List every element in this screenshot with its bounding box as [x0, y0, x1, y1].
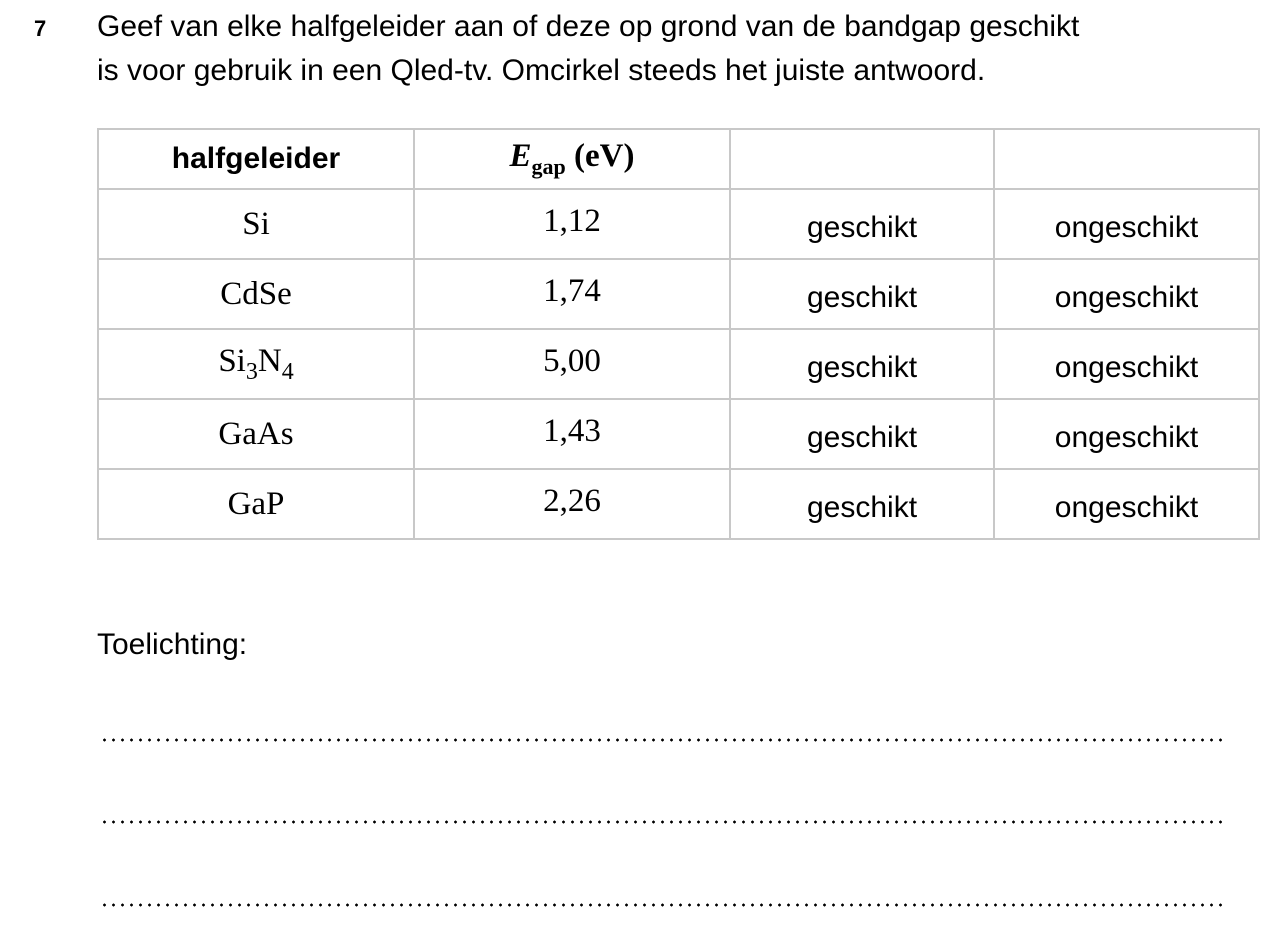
- option-geschikt[interactable]: geschikt: [730, 399, 994, 469]
- egap-value: 1,74: [414, 259, 730, 329]
- table-row: [98, 259, 1259, 329]
- egap-value: 2,26: [414, 469, 730, 539]
- semiconductor-name: $Si_3N_4$: [98, 329, 414, 399]
- option-ongeschikt[interactable]: ongeschikt: [994, 329, 1259, 399]
- semiconductor-name: Si: [98, 189, 414, 259]
- semiconductor-name: CdSe: [98, 259, 414, 329]
- table-row: [98, 399, 1259, 469]
- table-row: [98, 329, 1259, 399]
- option-ongeschikt[interactable]: ongeschikt: [994, 259, 1259, 329]
- table-row: [98, 469, 1259, 539]
- answer-line[interactable]: [100, 738, 1223, 742]
- egap-unit: (eV): [565, 138, 635, 174]
- egap-symbol: E: [509, 138, 532, 174]
- header-halfgeleider: halfgeleider: [98, 129, 414, 189]
- question-line-2: is voor gebruik in een Qled-tv. Omcirkel steeds het juiste antwoord.: [97, 54, 986, 87]
- answer-line[interactable]: [100, 903, 1223, 907]
- option-ongeschikt[interactable]: ongeschikt: [994, 469, 1259, 539]
- egap-subscript: gap: [531, 154, 566, 179]
- question-number: 7: [34, 16, 47, 41]
- header-egap: [414, 129, 730, 189]
- option-ongeschikt[interactable]: ongeschikt: [994, 399, 1259, 469]
- option-geschikt[interactable]: geschikt: [730, 469, 994, 539]
- answer-line[interactable]: [100, 820, 1223, 824]
- header-empty-4: [994, 129, 1259, 189]
- question-text: [97, 5, 1267, 93]
- semiconductor-name: GaP: [98, 469, 414, 539]
- option-geschikt[interactable]: geschikt: [730, 259, 994, 329]
- option-geschikt[interactable]: geschikt: [730, 329, 994, 399]
- question-line-1: Geef van elke halfgeleider aan of deze op grond van de bandgap geschikt: [97, 10, 1080, 43]
- option-geschikt[interactable]: geschikt: [730, 189, 994, 259]
- bandgap-table: [97, 128, 1260, 540]
- egap-value: 5,00: [414, 329, 730, 399]
- option-ongeschikt[interactable]: ongeschikt: [994, 189, 1259, 259]
- table-header-row: [98, 129, 1259, 189]
- semiconductor-name: GaAs: [98, 399, 414, 469]
- header-empty-3: [730, 129, 994, 189]
- explanation-label: Toelichting:: [97, 628, 248, 661]
- egap-value: 1,43: [414, 399, 730, 469]
- table-row: [98, 189, 1259, 259]
- egap-value: 1,12: [414, 189, 730, 259]
